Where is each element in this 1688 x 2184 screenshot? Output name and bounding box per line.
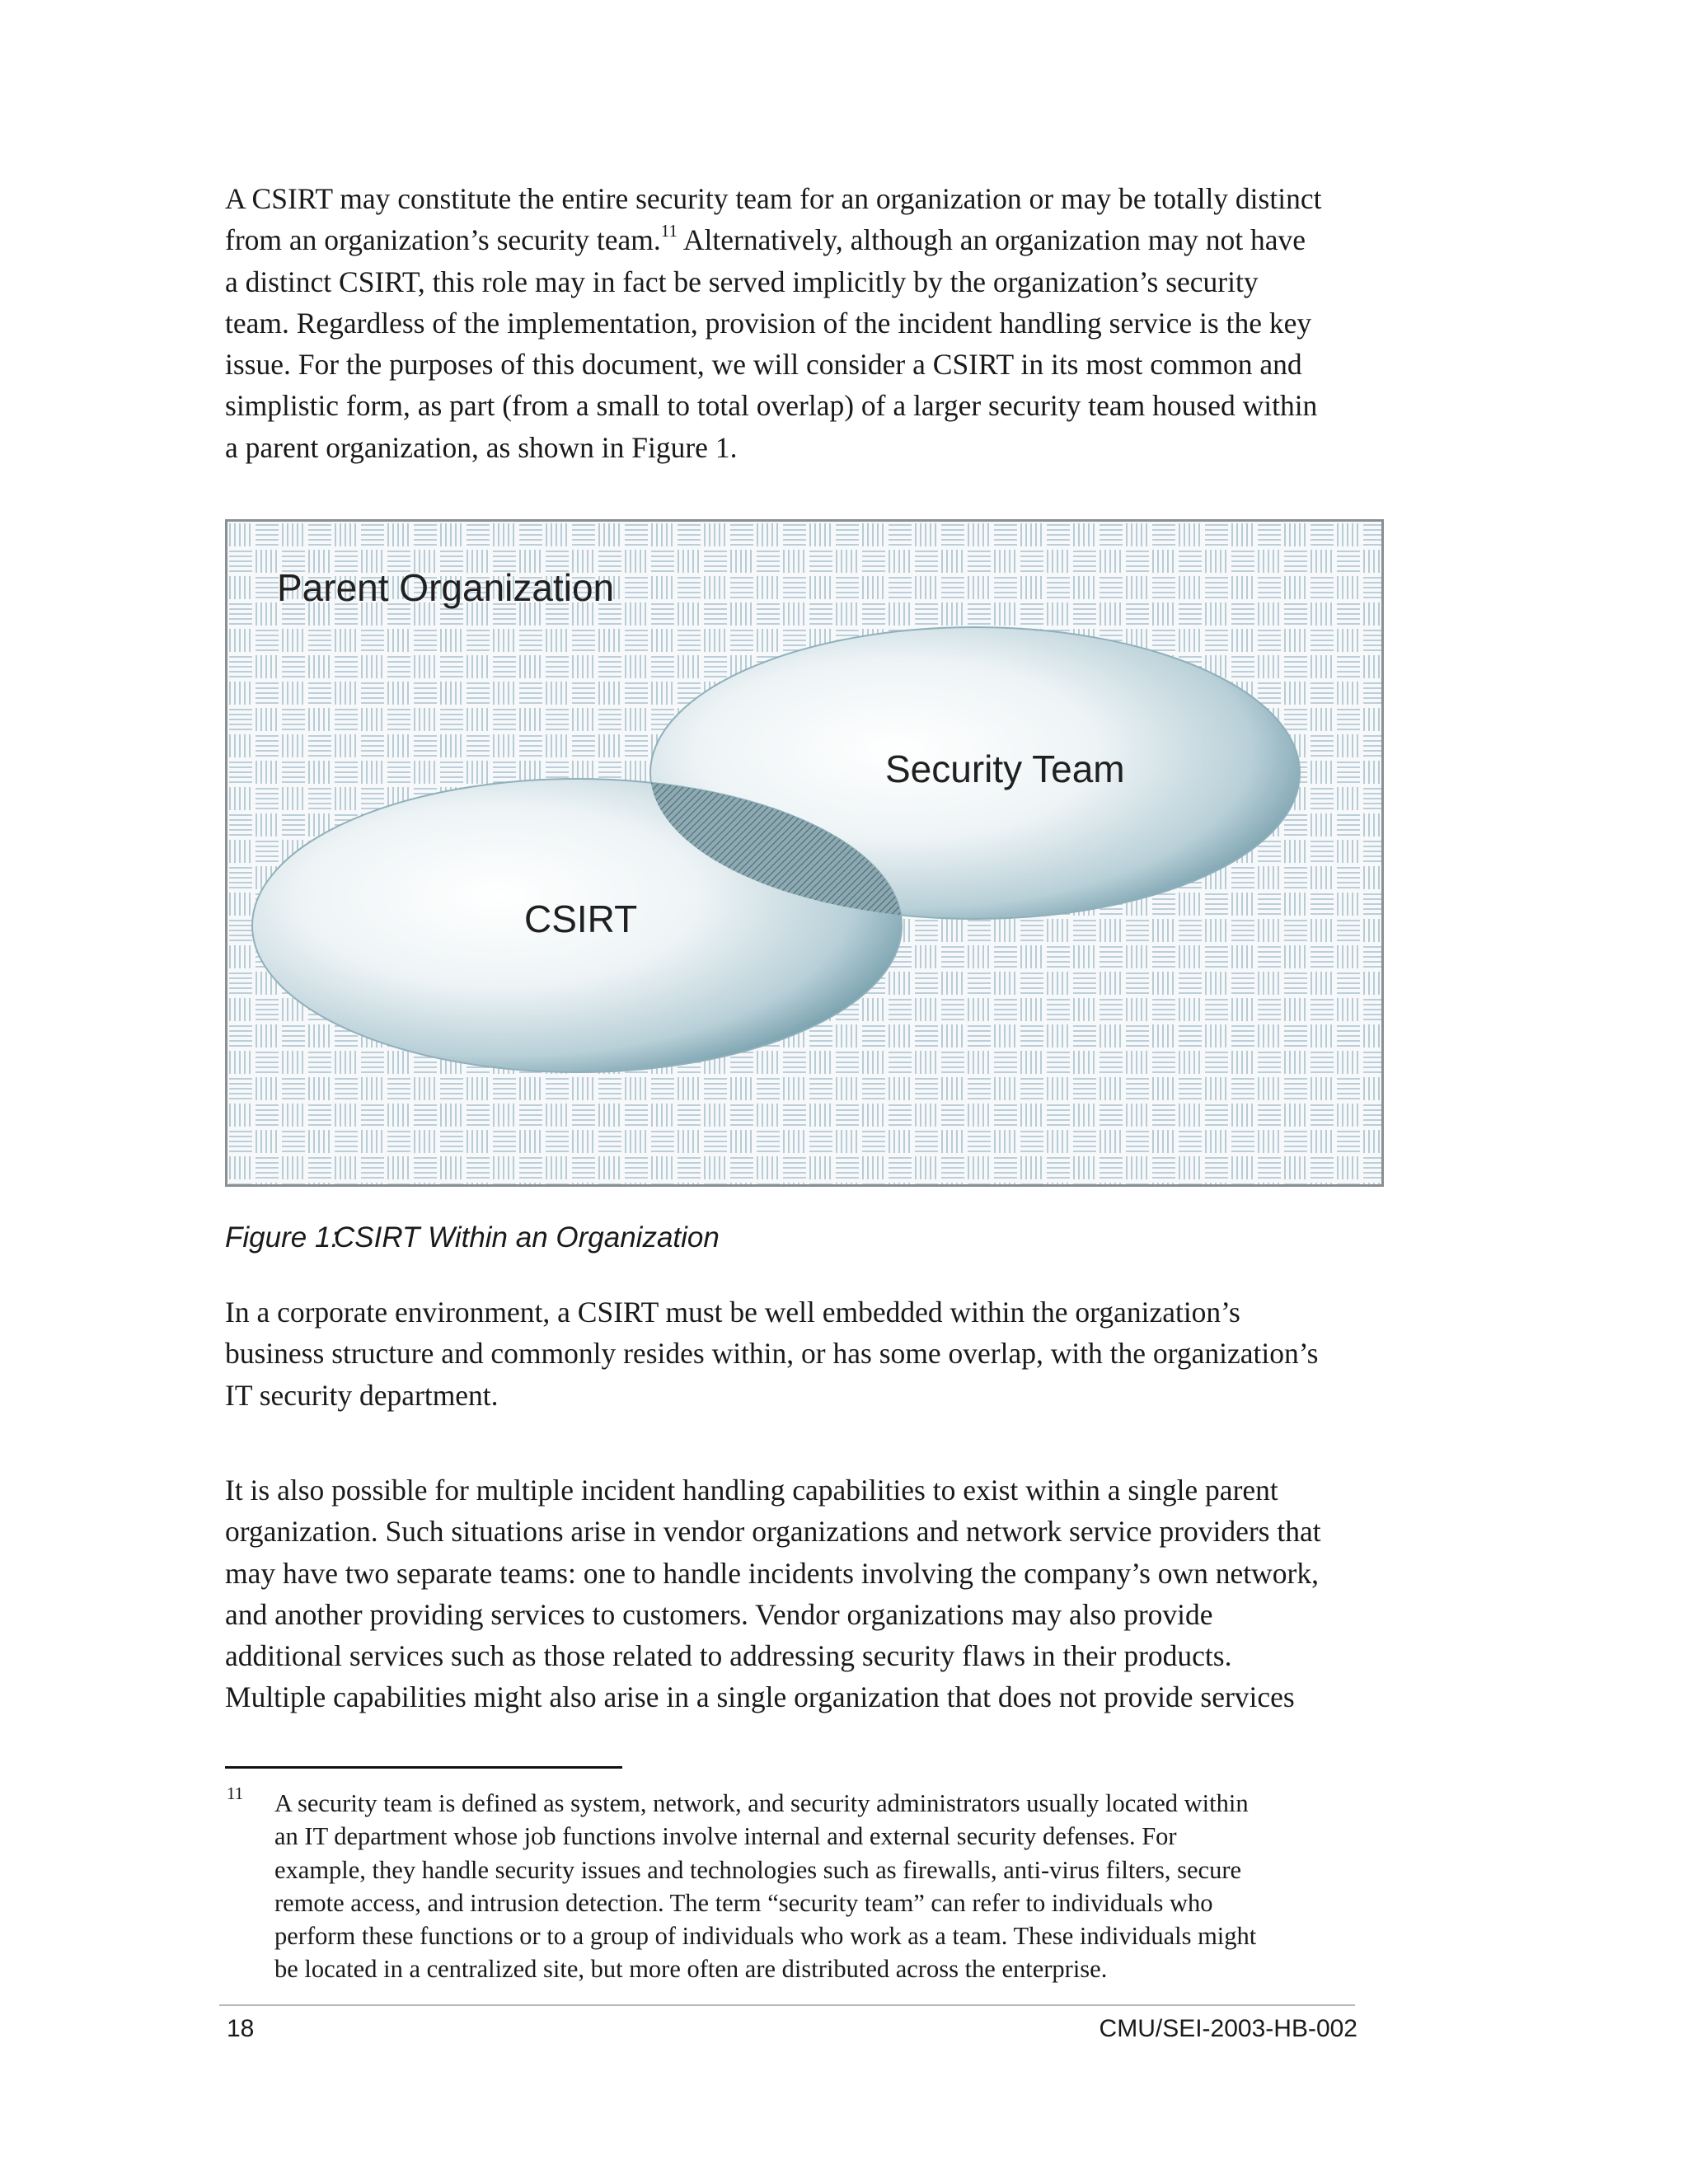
- csirt-label: CSIRT: [524, 898, 638, 940]
- footnote-line: remote access, and intrusion detection. The term “security team” can refer to individuals who: [274, 1888, 1213, 1917]
- paragraph-intro: [225, 178, 1379, 468]
- footnote-line: perform these functions or to a group of individuals who work as a team. These individuals might: [274, 1922, 1257, 1951]
- footnote-marker: 11: [227, 1783, 244, 1803]
- text-line: It is also possible for multiple incident handling capabilities to exist within a single parent: [225, 1474, 1278, 1507]
- text-line: a parent organization, as shown in Figure 1.: [225, 430, 738, 464]
- footnote-line: be located in a centralized site, but more often are distributed across the enterprise.: [274, 1955, 1108, 1984]
- text-line: simplistic form, as part (from a small to total overlap) of a larger security team housed within: [225, 389, 1318, 423]
- footnote-reference[interactable]: 11: [660, 221, 678, 241]
- footer-divider: [219, 2004, 1355, 2006]
- figure-title: CSIRT Within an Organization: [334, 1221, 720, 1254]
- document-id: CMU/SEI-2003-HB-002: [1099, 2015, 1357, 2042]
- paragraph-multiple-capabilities: [225, 1469, 1379, 1718]
- text-line: business structure and commonly resides within, or has some overlap, with the organization’s: [225, 1337, 1319, 1371]
- footnote-separator: [225, 1766, 622, 1769]
- text-line: IT security department.: [225, 1378, 499, 1412]
- figure-venn-diagram: [225, 519, 1384, 1187]
- paragraph-corporate: [225, 1291, 1379, 1416]
- text-line: [225, 219, 1379, 260]
- security-team-label: Security Team: [885, 748, 1125, 790]
- text-line: a distinct CSIRT, this role may in fact be served implicitly by the organization’s security: [225, 265, 1259, 298]
- text-line: Multiple capabilities might also arise in a single organization that does not provide services: [225, 1680, 1295, 1714]
- venn-diagram-svg: [227, 522, 1381, 1184]
- footnote-line: example, they handle security issues and technologies such as firewalls, anti-virus filters, secure: [274, 1855, 1242, 1884]
- page-number: 18: [227, 2015, 255, 2042]
- text-line: additional services such as those related to addressing security flaws in their products.: [225, 1639, 1232, 1673]
- footnote-line: A security team is defined as system, network, and security administrators usually located within: [274, 1789, 1249, 1817]
- figure-caption: [225, 1221, 720, 1254]
- text-line: In a corporate environment, a CSIRT must be well embedded within the organization’s: [225, 1296, 1240, 1329]
- parent-organization-label: Parent Organization: [277, 566, 615, 609]
- text-line: organization. Such situations arise in vendor organizations and network service providers that: [225, 1515, 1321, 1549]
- text-line: issue. For the purposes of this document, we will consider a CSIRT in its most common and: [225, 348, 1302, 382]
- figure-number: Figure 1:: [225, 1221, 340, 1254]
- footnote-line: an IT department whose job functions involve internal and external security defenses. For: [274, 1822, 1177, 1851]
- footnote-text: [274, 1787, 1379, 1986]
- text-line: team. Regardless of the implementation, provision of the incident handling service is the key: [225, 306, 1312, 340]
- text-line: may have two separate teams: one to handle incidents involving the company’s own network,: [225, 1556, 1319, 1590]
- text-line: and another providing services to customers. Vendor organizations may also provide: [225, 1597, 1213, 1631]
- text-segment: from an organization’s security team.: [225, 223, 661, 257]
- text-segment: Alternatively, although an organization may not have: [677, 223, 1306, 257]
- text-line: A CSIRT may constitute the entire security team for an organization or may be totally distinct: [225, 182, 1322, 215]
